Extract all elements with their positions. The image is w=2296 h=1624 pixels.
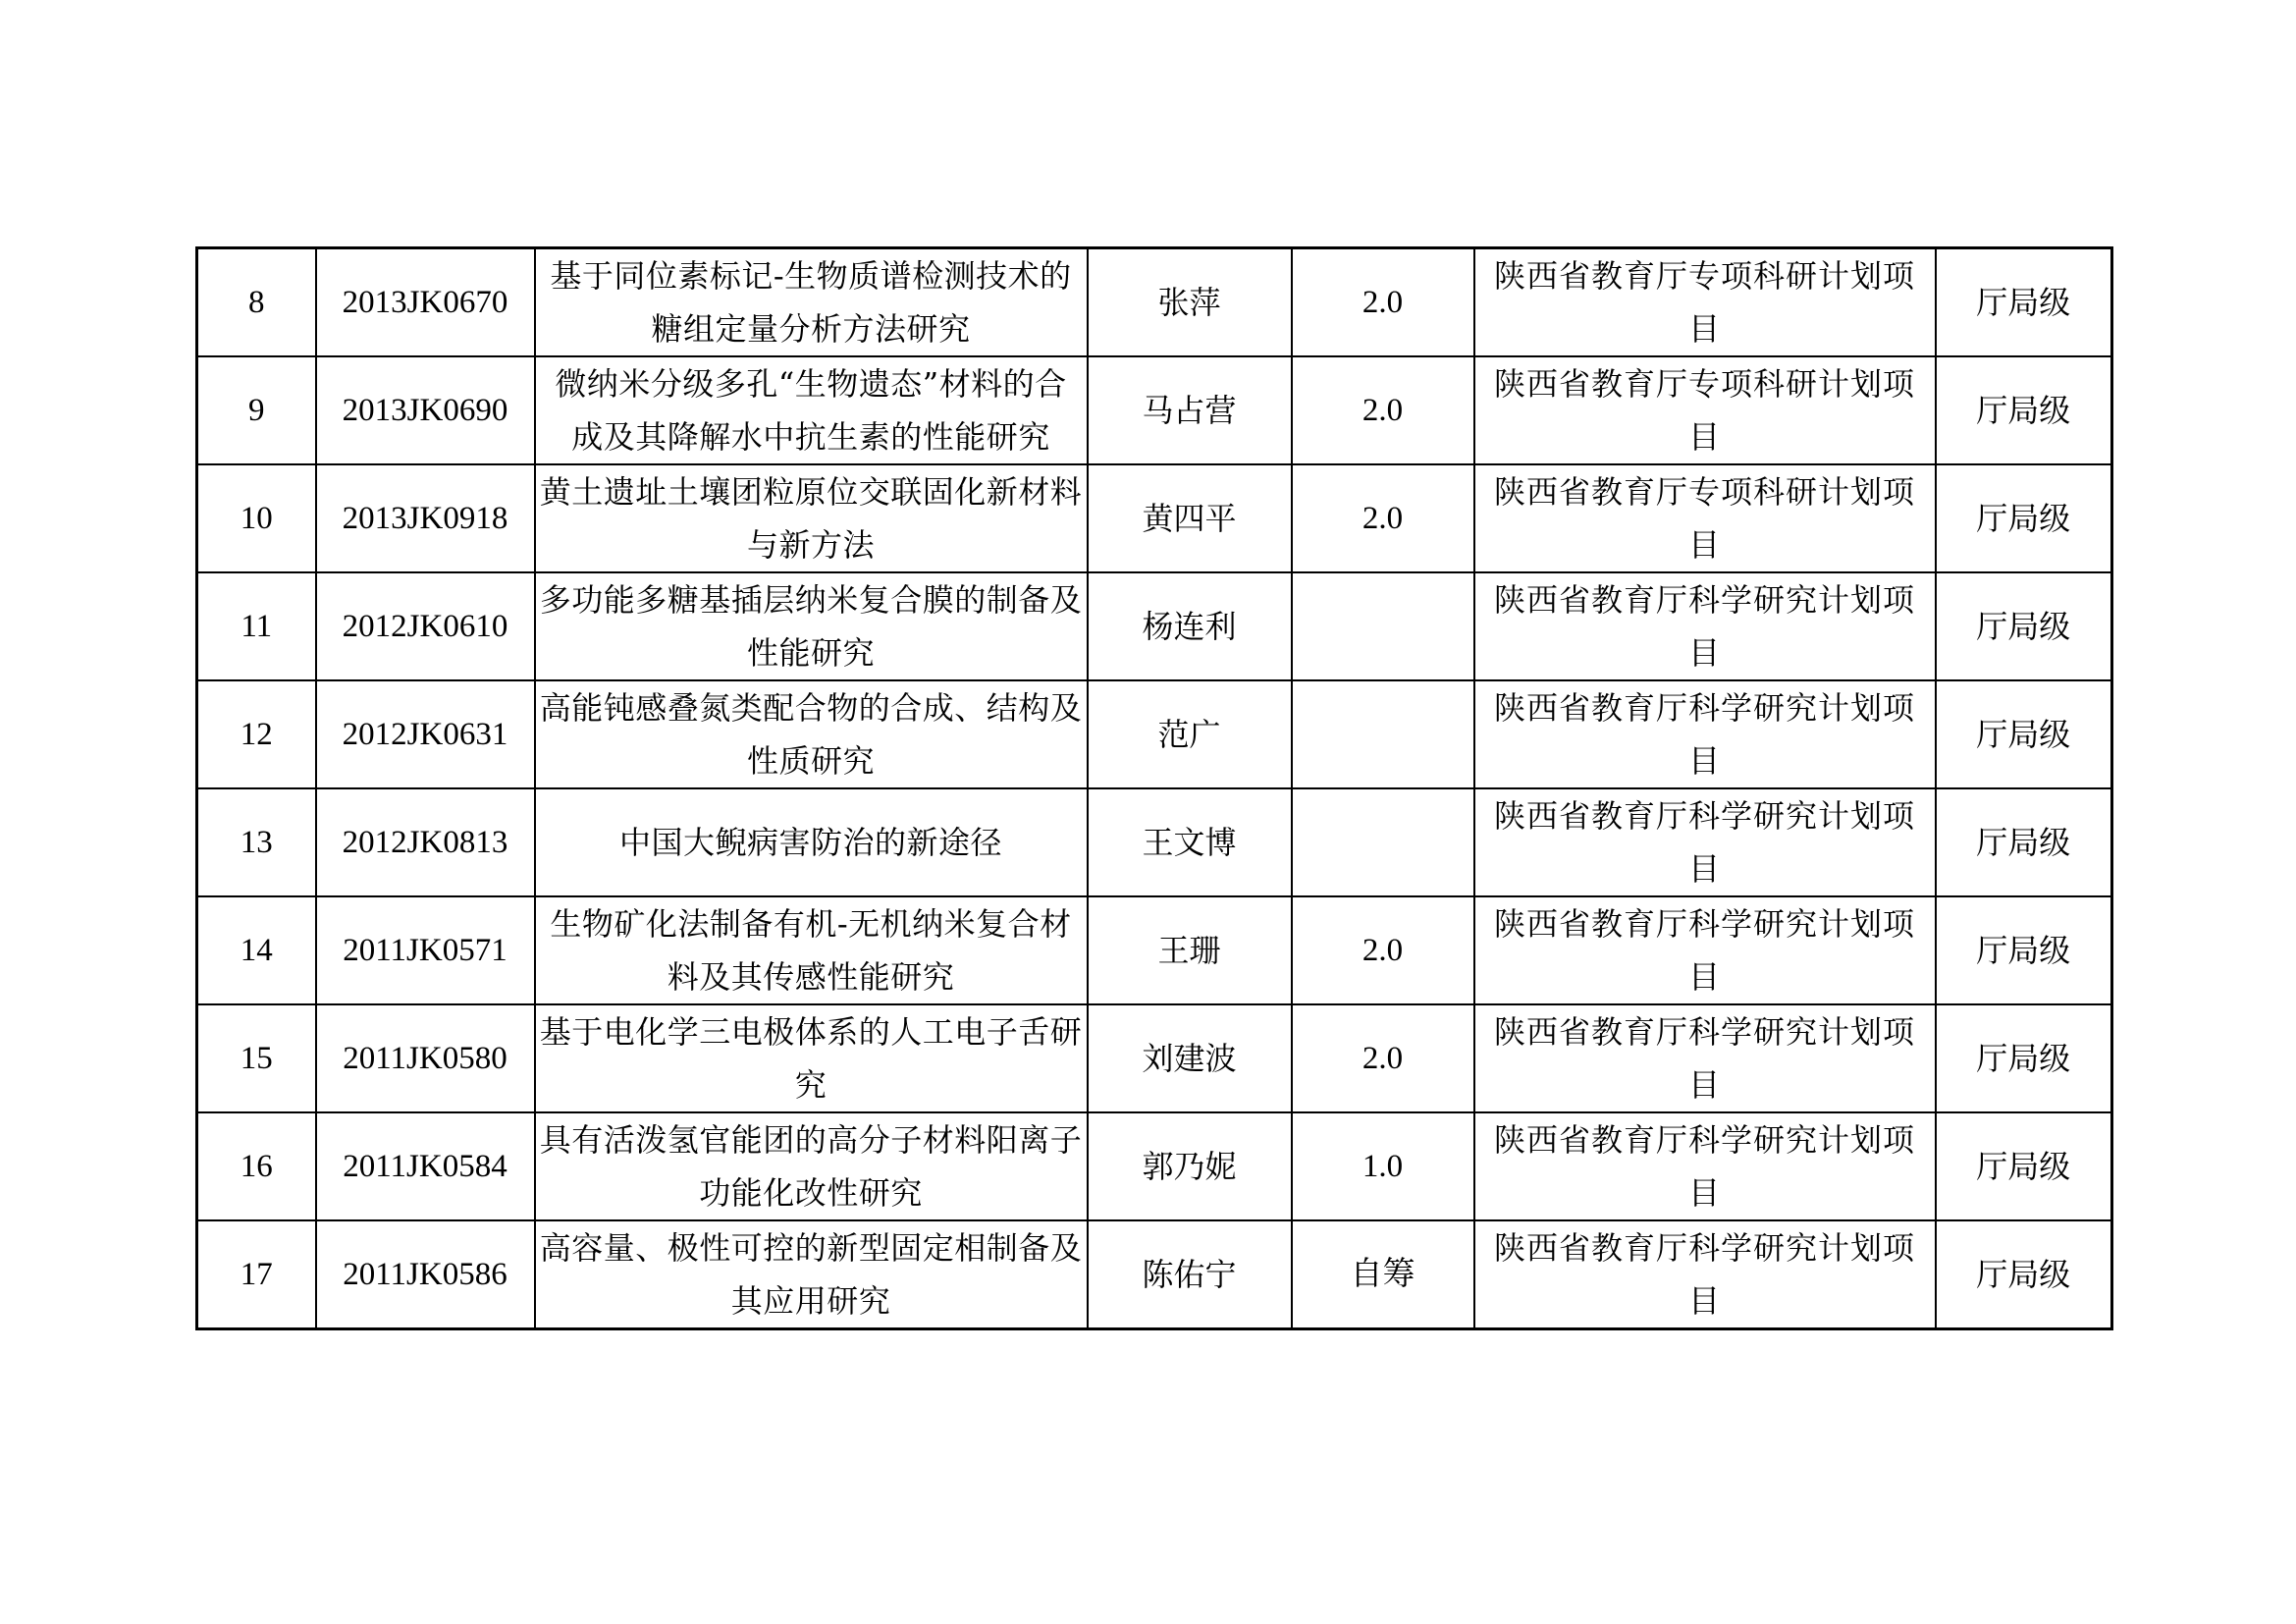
table-row [197, 572, 2112, 680]
project-leader: 黄四平 [1088, 464, 1292, 572]
table-row [197, 1112, 2112, 1220]
row-number: 9 [197, 356, 316, 464]
row-number: 14 [197, 896, 316, 1004]
project-code: 2012JK0610 [316, 572, 535, 680]
project-level: 厅局级 [1936, 572, 2112, 680]
funding-amount: 自筹 [1292, 1220, 1474, 1329]
project-source: 陕西省教育厅科学研究计划项目 [1474, 1004, 1936, 1112]
project-source: 陕西省教育厅专项科研计划项目 [1474, 464, 1936, 572]
project-leader: 王文博 [1088, 788, 1292, 896]
project-leader: 郭乃妮 [1088, 1112, 1292, 1220]
project-source: 陕西省教育厅科学研究计划项目 [1474, 896, 1936, 1004]
project-title: 中国大鲵病害防治的新途径 [535, 788, 1088, 896]
funding-amount [1292, 572, 1474, 680]
project-level: 厅局级 [1936, 464, 2112, 572]
table-row [197, 464, 2112, 572]
project-code: 2011JK0584 [316, 1112, 535, 1220]
row-number: 15 [197, 1004, 316, 1112]
funding-amount [1292, 680, 1474, 788]
row-number: 16 [197, 1112, 316, 1220]
funding-amount: 1.0 [1292, 1112, 1474, 1220]
project-title: 多功能多糖基插层纳米复合膜的制备及性能研究 [535, 572, 1088, 680]
project-source: 陕西省教育厅科学研究计划项目 [1474, 680, 1936, 788]
project-leader: 刘建波 [1088, 1004, 1292, 1112]
row-number: 12 [197, 680, 316, 788]
project-level: 厅局级 [1936, 788, 2112, 896]
project-title: 生物矿化法制备有机-无机纳米复合材料及其传感性能研究 [535, 896, 1088, 1004]
row-number: 8 [197, 248, 316, 357]
table-body [197, 248, 2112, 1329]
project-code: 2012JK0813 [316, 788, 535, 896]
table-row [197, 1004, 2112, 1112]
project-leader: 王珊 [1088, 896, 1292, 1004]
table-row [197, 1220, 2112, 1329]
project-level: 厅局级 [1936, 1112, 2112, 1220]
row-number: 13 [197, 788, 316, 896]
project-level: 厅局级 [1936, 680, 2112, 788]
project-code: 2013JK0690 [316, 356, 535, 464]
row-number: 10 [197, 464, 316, 572]
project-level: 厅局级 [1936, 248, 2112, 357]
project-title: 微纳米分级多孔“生物遗态”材料的合成及其降解水中抗生素的性能研究 [535, 356, 1088, 464]
funding-amount: 2.0 [1292, 464, 1474, 572]
project-title: 基于同位素标记-生物质谱检测技术的糖组定量分析方法研究 [535, 248, 1088, 357]
project-code: 2013JK0670 [316, 248, 535, 357]
project-title: 高能钝感叠氮类配合物的合成、结构及性质研究 [535, 680, 1088, 788]
project-leader: 张萍 [1088, 248, 1292, 357]
project-level: 厅局级 [1936, 896, 2112, 1004]
project-code: 2013JK0918 [316, 464, 535, 572]
project-title: 具有活泼氢官能团的高分子材料阳离子功能化改性研究 [535, 1112, 1088, 1220]
project-table [195, 246, 2113, 1330]
project-leader: 范广 [1088, 680, 1292, 788]
project-source: 陕西省教育厅科学研究计划项目 [1474, 1112, 1936, 1220]
funding-amount: 2.0 [1292, 1004, 1474, 1112]
project-code: 2011JK0586 [316, 1220, 535, 1329]
project-table-container [195, 246, 2110, 1330]
funding-amount: 2.0 [1292, 896, 1474, 1004]
project-code: 2012JK0631 [316, 680, 535, 788]
row-number: 17 [197, 1220, 316, 1329]
project-code: 2011JK0580 [316, 1004, 535, 1112]
project-source: 陕西省教育厅专项科研计划项目 [1474, 248, 1936, 357]
project-code: 2011JK0571 [316, 896, 535, 1004]
project-title: 黄土遗址土壤团粒原位交联固化新材料与新方法 [535, 464, 1088, 572]
project-source: 陕西省教育厅科学研究计划项目 [1474, 788, 1936, 896]
project-leader: 马占营 [1088, 356, 1292, 464]
table-row [197, 356, 2112, 464]
project-level: 厅局级 [1936, 1220, 2112, 1329]
table-row [197, 248, 2112, 357]
project-level: 厅局级 [1936, 356, 2112, 464]
funding-amount [1292, 788, 1474, 896]
project-source: 陕西省教育厅专项科研计划项目 [1474, 356, 1936, 464]
table-row [197, 680, 2112, 788]
funding-amount: 2.0 [1292, 248, 1474, 357]
project-leader: 杨连利 [1088, 572, 1292, 680]
table-row [197, 788, 2112, 896]
funding-amount: 2.0 [1292, 356, 1474, 464]
project-leader: 陈佑宁 [1088, 1220, 1292, 1329]
project-level: 厅局级 [1936, 1004, 2112, 1112]
project-source: 陕西省教育厅科学研究计划项目 [1474, 1220, 1936, 1329]
project-source: 陕西省教育厅科学研究计划项目 [1474, 572, 1936, 680]
row-number: 11 [197, 572, 316, 680]
table-row [197, 896, 2112, 1004]
project-title: 基于电化学三电极体系的人工电子舌研究 [535, 1004, 1088, 1112]
project-title: 高容量、极性可控的新型固定相制备及其应用研究 [535, 1220, 1088, 1329]
